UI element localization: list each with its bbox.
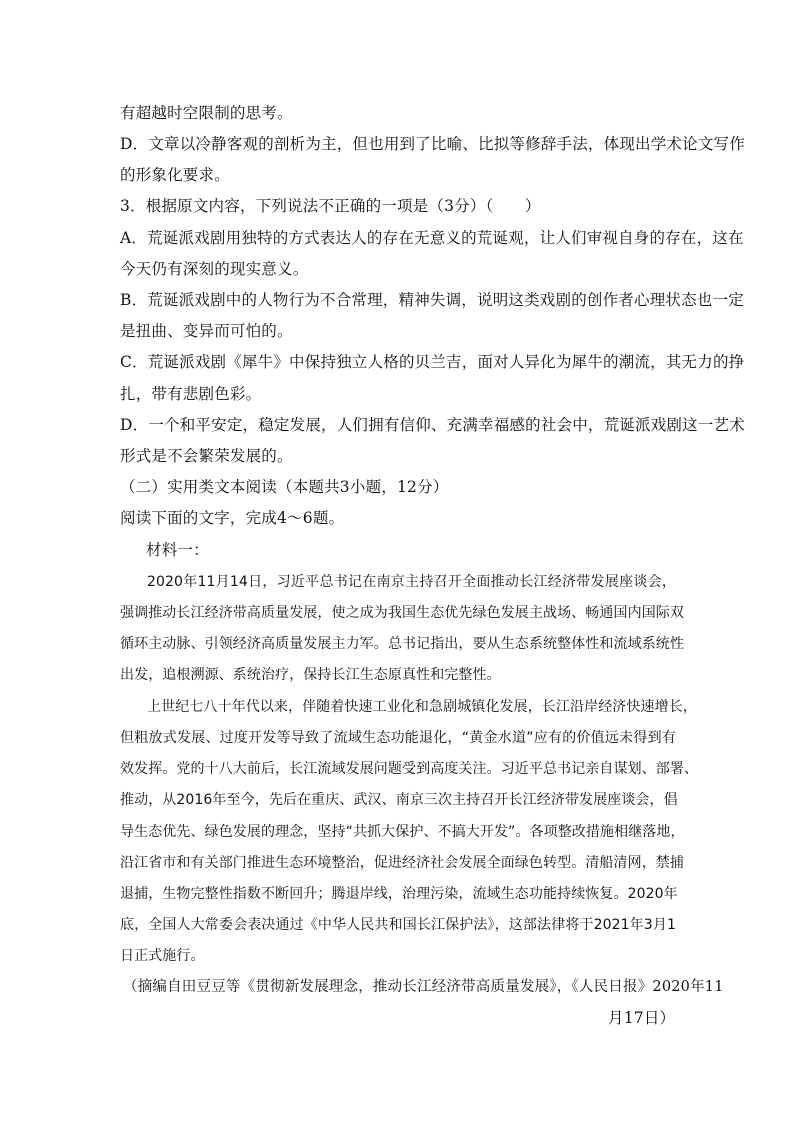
option-a-line: A．荒诞派戏剧用独特的方式表达人的存在无意义的荒诞观，让人们审视自身的存在，这在 [120, 229, 744, 247]
text-line: 有超越时空限制的思考。 [120, 104, 293, 122]
text-line: 形式是不会繁荣发展的。 [120, 447, 293, 465]
option-d-line: D．文章以冷静客观的剖析为主，但也用到了比喻、比拟等修辞手法，体现出学术论文写作 [120, 135, 745, 153]
material-line: 出发，追根溯源、系统治疗，保持长江生态原真性和完整性。 [120, 667, 501, 683]
material-line: 但粗放式发展、过度开发等导致了流域生态功能退化，“黄金水道”应有的价值远未得到有 [120, 730, 676, 746]
material-line: 推动，从2016年至今，先后在重庆、武汉、南京三次主持召开长江经济带发展座谈会，倡 [120, 792, 678, 808]
source-citation: （摘编自田豆豆等《贯彻新发展理念，推动长江经济带高质量发展》，《人民日报》2020年11 [123, 979, 724, 995]
material-line: 效发挥。党的十八大前后，长江流域发展问题受到高度关注。习近平总书记亲自谋划、部署、 [120, 761, 699, 777]
material-line: 底，全国人大常委会表决通过《中华人民共和国长江保护法》，这部法律将于2021年3月1 [120, 917, 676, 933]
material-line: 循环主动脉、引领经济高质量发展主力军。总书记指出，要从生态系统整体性和流域系统性 [120, 636, 684, 652]
material-line: 2020年11月14日，习近平总书记在南京主持召开全面推动长江经济带发展座谈会， [147, 574, 676, 590]
instruction-line: 阅读下面的文字，完成4～6题。 [120, 509, 345, 527]
option-c-line: C．荒诞派戏剧《犀牛》中保持独立人格的贝兰吉，面对人异化为犀牛的潮流，其无力的挣 [120, 353, 745, 371]
material-line: 日正式施行。 [120, 948, 205, 964]
source-citation-end: 月17日） [608, 1009, 676, 1027]
material-line: 导生态优先、绿色发展的理念，坚持“共抓大保护、不搞大开发”。各项整改措施相继落地， [120, 824, 685, 840]
text-line: 扎，带有悲剧色彩。 [120, 385, 262, 403]
material-line: 退捕，生物完整性指数不断回升；腾退岸线，治理污染，流域生态功能持续恢复。2020年 [120, 886, 678, 902]
material-line: 上世纪七八十年代以来，伴随着快速工业化和急剧城镇化发展，长江沿岸经济快速增长， [147, 699, 697, 715]
text-line: 是扭曲、变异而可怕的。 [120, 322, 293, 340]
option-d-line: D．一个和平安定，稳定发展，人们拥有信仰、充满幸福感的社会中，荒诞派戏剧这一艺术 [120, 416, 745, 434]
text-line: 今天仍有深刻的现实意义。 [120, 260, 309, 278]
text-line: 的形象化要求。 [120, 166, 230, 184]
section-heading: （二）实用类文本阅读（本题共3小题，12分） [120, 478, 449, 496]
material-label: 材料一： [146, 541, 209, 559]
material-line: 强调推动长江经济带高质量发展，使之成为我国生态优先绿色发展主战场、畅通国内国际双 [120, 605, 684, 621]
option-b-line: B．荒诞派戏剧中的人物行为不合常理，精神失调，说明这类戏剧的创作者心理状态也一定 [120, 291, 744, 309]
material-line: 沿江省市和有关部门推进生态环境整治，促进经济社会发展全面绿色转型。清船清网，禁捕 [120, 855, 684, 871]
question-3: 3．根据原文内容，下列说法不正确的一项是（3分）（ ） [120, 197, 541, 215]
